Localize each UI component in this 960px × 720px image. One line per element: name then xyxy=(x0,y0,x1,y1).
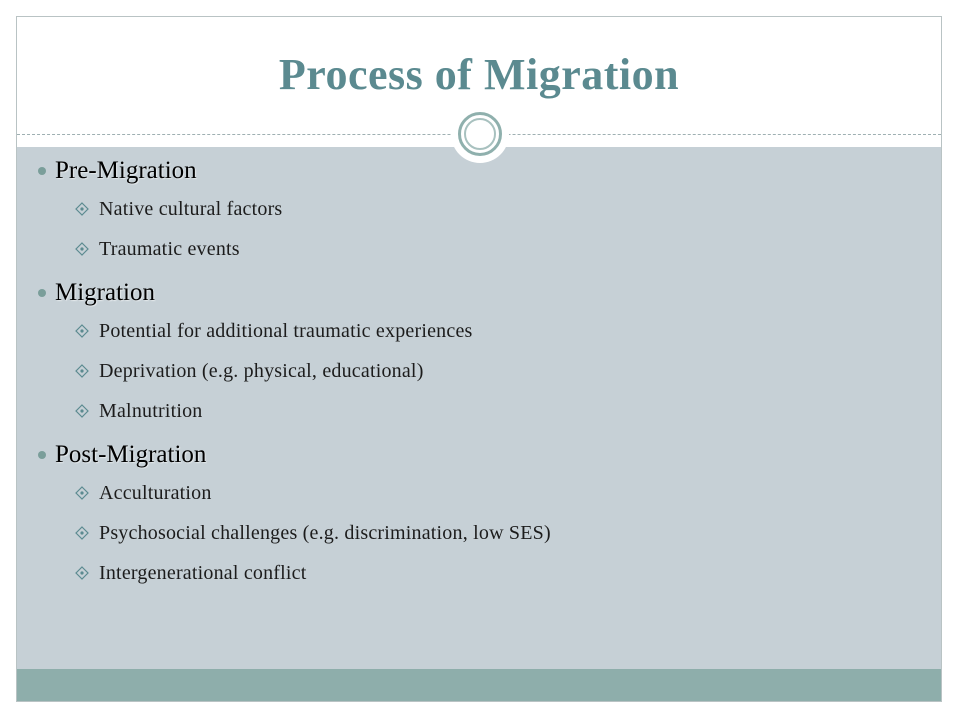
topic-post-migration xyxy=(38,437,898,593)
quad-leaf-bullet-icon xyxy=(75,526,89,540)
filled-circle-bullet-icon xyxy=(38,451,46,459)
filled-circle-bullet-icon xyxy=(38,289,46,297)
sub-list xyxy=(38,473,898,593)
quad-leaf-bullet-icon xyxy=(75,202,89,216)
filled-circle-bullet-icon xyxy=(38,167,46,175)
quad-leaf-bullet-icon xyxy=(75,486,89,500)
list-item-label: Native cultural factors xyxy=(99,197,283,220)
quad-leaf-bullet-icon xyxy=(75,404,89,418)
list-item xyxy=(38,311,898,351)
topic-label: Post-Migration xyxy=(55,441,207,468)
quad-leaf-bullet-icon xyxy=(75,324,89,338)
list-item-label: Potential for additional traumatic experiences xyxy=(99,319,473,342)
list-item xyxy=(38,189,898,229)
quad-leaf-bullet-icon xyxy=(75,566,89,580)
topic-migration xyxy=(38,275,898,431)
topic-pre-migration xyxy=(38,153,898,269)
list-item xyxy=(38,229,898,269)
list-item-label: Intergenerational conflict xyxy=(99,561,307,584)
footer-band xyxy=(17,669,941,701)
list-item xyxy=(38,553,898,593)
list-item-label: Acculturation xyxy=(99,481,212,504)
sub-list xyxy=(38,189,898,269)
list-item-label: Deprivation (e.g. physical, educational) xyxy=(99,359,424,382)
list-item xyxy=(38,513,898,553)
topic-label: Migration xyxy=(55,279,155,306)
outline-list xyxy=(38,153,898,599)
list-item-label: Malnutrition xyxy=(99,399,203,422)
list-item-label: Traumatic events xyxy=(99,237,240,260)
list-item xyxy=(38,351,898,391)
list-item xyxy=(38,473,898,513)
list-item xyxy=(38,391,898,431)
sub-list xyxy=(38,311,898,431)
topic-label: Pre-Migration xyxy=(55,157,197,184)
ring-ornament-icon xyxy=(451,105,509,163)
slide-title: Process of Migration xyxy=(278,49,680,99)
list-item-label: Psychosocial challenges (e.g. discrimination, low SES) xyxy=(99,521,551,544)
quad-leaf-bullet-icon xyxy=(75,242,89,256)
quad-leaf-bullet-icon xyxy=(75,364,89,378)
